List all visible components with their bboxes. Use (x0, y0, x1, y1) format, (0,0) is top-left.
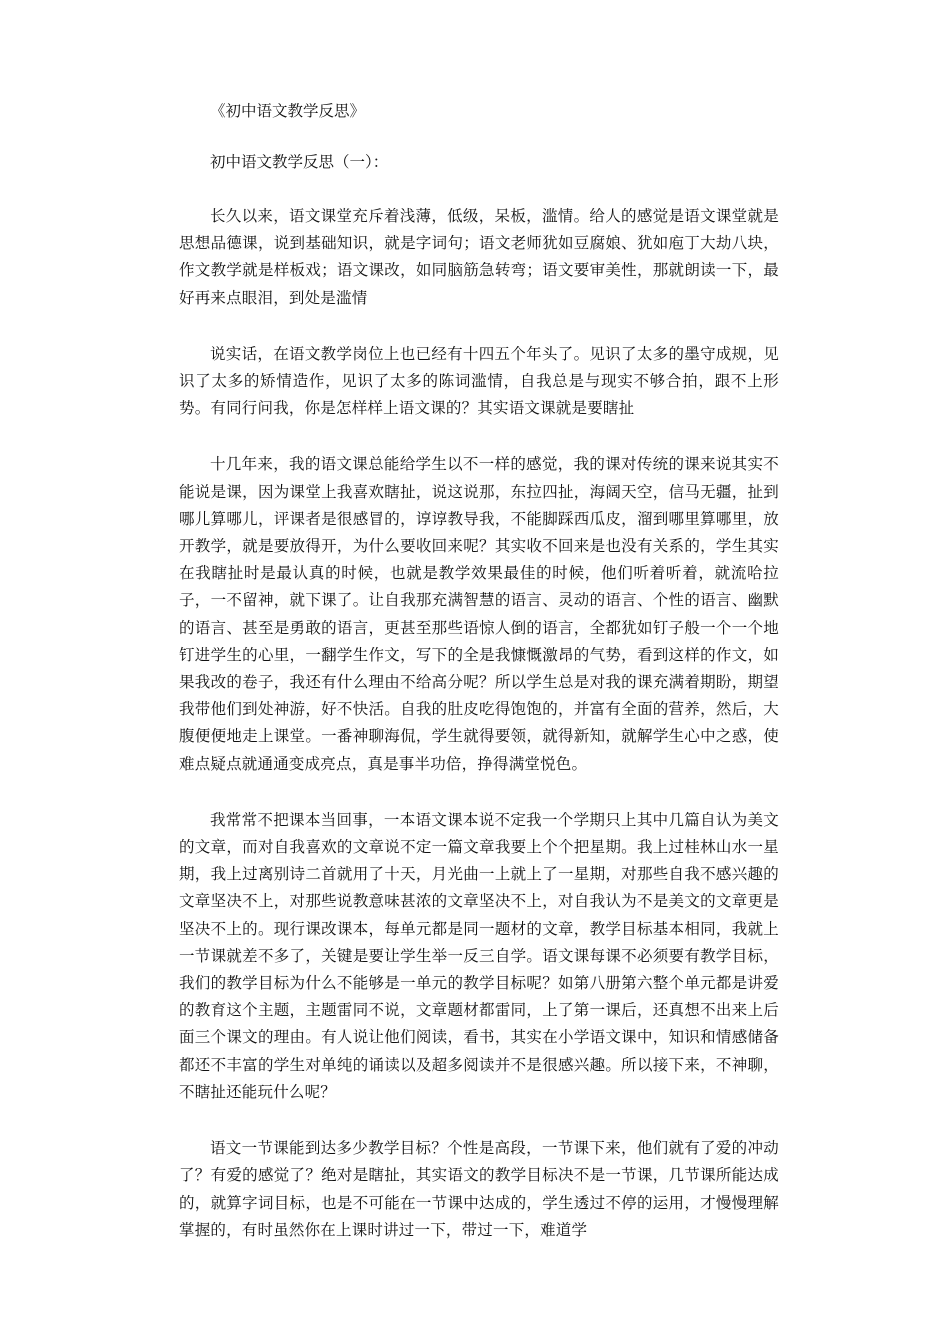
paragraph-3: 十几年来，我的语文课总能给学生以不一样的感觉，我的课对传统的课来说其实不能说是课，因为课堂上我喜欢瞎扯，说这说那，东拉四扯，海阔天空，信马无疆，扯到哪儿算哪儿，评课者是很感冒的，谆谆教导我，不能脚踩西瓜皮，溜到哪里算哪里，放开教学，就是要放得开，为什么要收回来呢？其实收不回来是也没有关系的，学生其实在我瞎扯时是最认真的时候，也就是教学效果最佳的时候，他们听着听着，就流哈拉子，一不留神，就下课了。让自我那充满智慧的语言、灵动的语言、个性的语言、幽默的语言、甚至是勇敢的语言，更甚至那些语惊人倒的语言，全都犹如钉子般一个一个地钉进学生的心里，一翻学生作文，写下的全是我慷慨激昂的气势，看到这样的作文，如果我改的卷子，我还有什么理由不给高分呢？所以学生总是对我的课充满着期盼，期望我带他们到处神游，好不快活。自我的肚皮吃得饱饱的，并富有全面的营养，然后，大腹便便地走上课堂。一番神聊海侃，学生就得要领，就得新知，就解学生心中之惑，使难点疑点就通通变成亮点，真是事半功倍，挣得满堂悦色。 (179, 455, 779, 773)
section-heading: 初中语文教学反思（一）： (210, 153, 389, 171)
document-body (179, 98, 779, 1273)
paragraph-1: 长久以来，语文课堂充斥着浅薄，低级，呆板，滥情。给人的感觉是语文课堂就是思想品德课，说到基础知识，就是字词句；语文老师犹如豆腐娘、犹如庖丁大劫八块，作文教学就是样板戏；语文课改，如同脑筋急转弯；语文要审美性，那就朗读一下，最好再来点眼泪，到处是滥情 (179, 207, 779, 307)
paragraph-4: 我常常不把课本当回事，一本语文课本说不定我一个学期只上其中几篇自认为美文的文章，而对自我喜欢的文章说不定一篇文章我要上个个把星期。我上过桂林山水一星期，我上过离别诗二首就用了十天，月光曲一上就上了一星期，对那些自我不感兴趣的文章坚决不上，对那些说教意味甚浓的文章坚决不上，对自我认为不是美文的文章更是坚决不上的。现行课改课本，每单元都是同一题材的文章，教学目标基本相同，我就上一节课就差不多了，关键是要让学生举一反三自学。语文课每课不必须要有教学目标，我们的教学目标为什么不能够是一单元的教学目标呢？如第八册第六整个单元都是讲爱的教育这个主题，主题雷同不说，文章题材都雷同，上了第一课后，还真想不出来上后面三个课文的理由。有人说让他们阅读，看书，其实在小学语文课中，知识和情感储备都还不丰富的学生对单纯的诵读以及超多阅读并不是很感兴趣。所以接下来，不神聊，不瞎扯还能玩什么呢？ (179, 810, 779, 1101)
document-title: 《初中语文教学反思》 (210, 102, 366, 120)
paragraph-2: 说实话，在语文教学岗位上也已经有十四五个年头了。见识了太多的墨守成规，见识了太多的矫情造作，见识了太多的陈词滥情，自我总是与现实不够合拍，跟不上形势。有同行问我，你是怎样样上语文课的？其实语文课就是要瞎扯 (179, 344, 779, 418)
paragraph-5: 语文一节课能到达多少教学目标？个性是高段，一节课下来，他们就有了爱的冲动了？有爱的感觉了？绝对是瞎扯，其实语文的教学目标决不是一节课，几节课所能达成的，就算字词目标，也是不可能在一节课中达成的，学生透过不停的运用，才慢慢理解掌握的，有时虽然你在上课时讲过一下，带过一下，难道学 (179, 1139, 779, 1239)
